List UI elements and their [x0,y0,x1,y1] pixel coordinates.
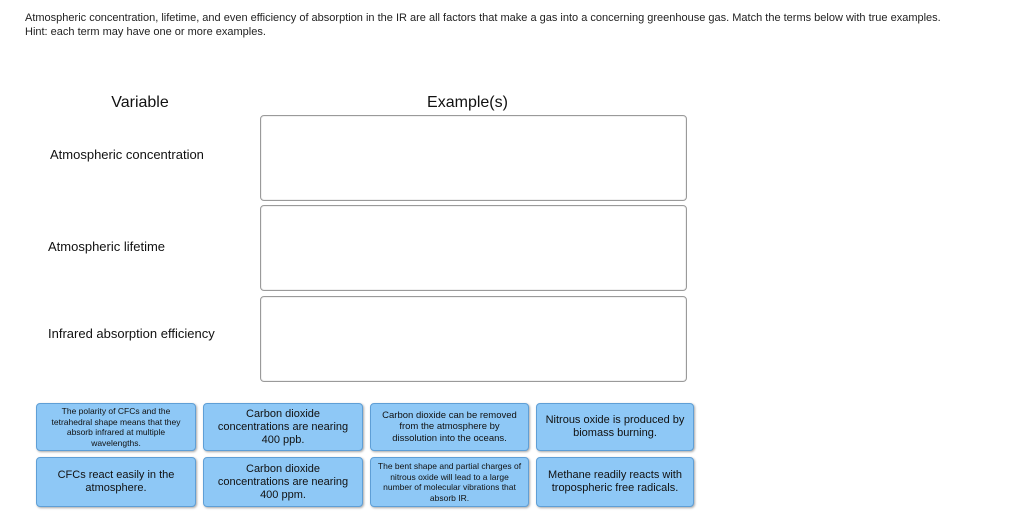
instructions [25,11,1015,39]
variable-column-header: Variable [111,94,169,111]
tile-text: The polarity of CFCs and the tetrahedral shape means that they absorb infrared at multiple wavelengths. [51,406,181,448]
examples-column-header: Example(s) [427,94,508,111]
drop-zone-concentration[interactable] [260,115,687,201]
tile-text: CFCs react easily in the atmosphere. [57,469,175,494]
drop-zone-ir-efficiency[interactable] [260,296,687,382]
answer-tile-co2-400ppb[interactable] [203,403,363,451]
answer-tile-methane-radicals[interactable] [536,457,694,507]
answer-tile-cfc-polarity[interactable] [36,403,196,451]
tile-text: Methane readily reacts with tropospheric free radicals. [548,469,682,494]
answer-tile-co2-ocean-dissolution[interactable] [370,403,529,451]
answer-tile-n2o-bent-shape[interactable] [370,457,529,507]
tile-text: Carbon dioxide concentrations are nearing 400 ppb. [217,407,349,446]
answer-tile-cfc-reactive[interactable] [36,457,196,507]
variable-label-lifetime: Atmospheric lifetime [48,239,166,254]
drop-zone-lifetime[interactable] [260,205,687,291]
variable-label-ir-efficiency: Infrared absorption efficiency [48,326,215,341]
instructions-line-1: Atmospheric concentration, lifetime, and even efficiency of absorption in the IR are all factors that make a gas into a concerning greenhouse gas. Match the terms below with true examples. [25,12,941,24]
tile-text: The bent shape and partial charges of nitrous oxide will lead to a large number of molecular vibrations that absorb IR. [377,461,522,503]
answer-tile-n2o-biomass[interactable] [536,403,694,451]
instructions-hint: Hint: each term may have one or more examples. [25,26,266,38]
answer-tile-co2-400ppm[interactable] [203,457,363,507]
variable-label-concentration: Atmospheric concentration [50,147,204,162]
tile-text: Nitrous oxide is produced by biomass burning. [545,414,685,439]
tile-text: Carbon dioxide can be removed from the atmosphere by dissolution into the oceans. [382,409,517,444]
tile-text: Carbon dioxide concentrations are nearing 400 ppm. [217,462,349,501]
